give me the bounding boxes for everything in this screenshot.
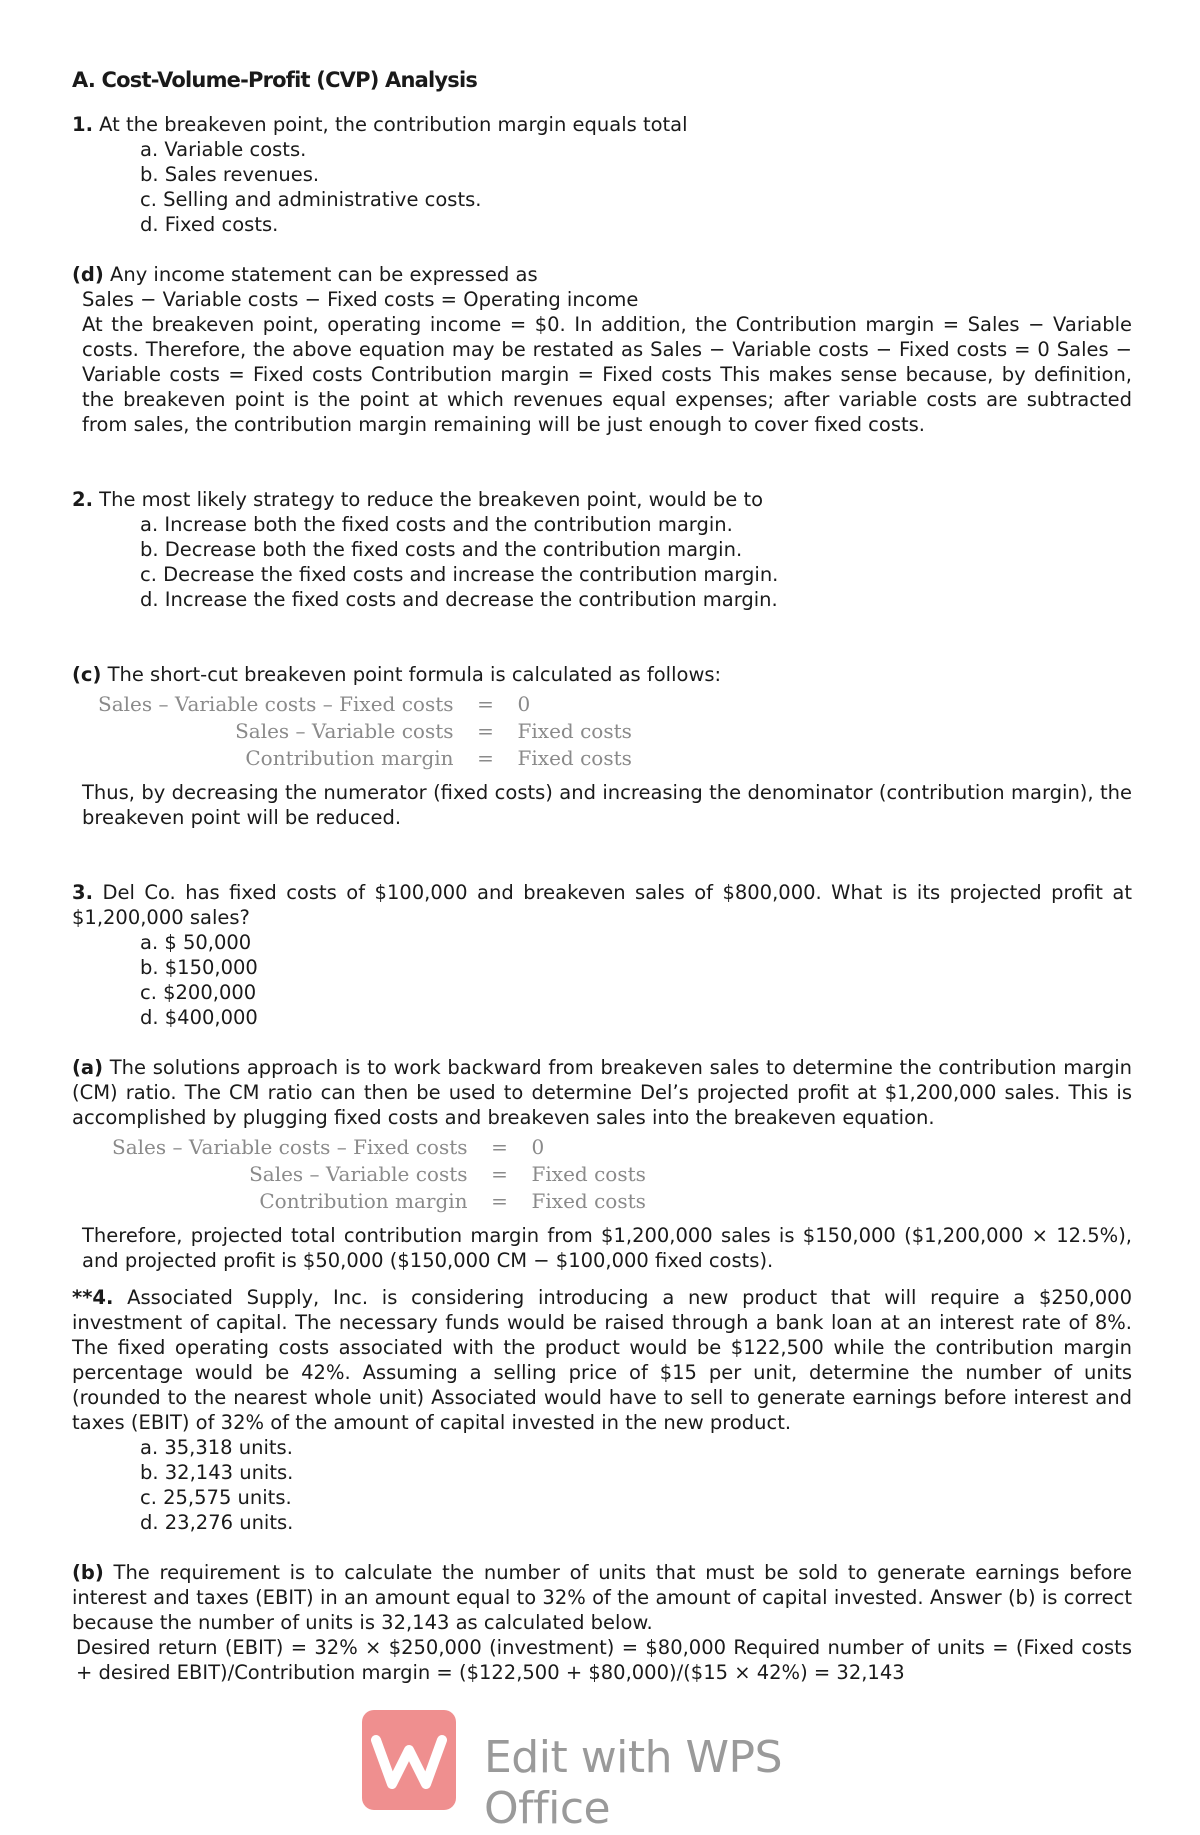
option: a. Increase both the fixed costs and the contribution margin. xyxy=(140,513,733,536)
answer-2 xyxy=(72,662,1132,687)
option: b. Sales revenues. xyxy=(140,163,320,186)
option: d. Fixed costs. xyxy=(140,213,279,236)
section-heading: A. Cost-Volume-Profit (CVP) Analysis xyxy=(72,68,478,92)
equation-line: Sales − Variable costs − Fixed costs = Operating income xyxy=(82,288,639,311)
breakeven-equation-image xyxy=(92,691,638,772)
answer-1 xyxy=(72,262,1132,287)
question-number: 2. xyxy=(72,488,93,511)
eq-left: Sales – Variable costs – Fixed costs xyxy=(98,692,454,716)
eq-sign: = xyxy=(477,719,494,743)
option: c. 25,575 units. xyxy=(140,1486,292,1509)
answer-text: The short-cut breakeven point formula is calculated as follows: xyxy=(101,663,722,686)
answer-letter: (b) xyxy=(72,1561,104,1584)
eq-left: Contribution margin xyxy=(245,746,454,770)
eq-right: Fixed costs xyxy=(517,746,632,770)
eq-left: Sales – Variable costs xyxy=(235,719,454,743)
eq-left: Contribution margin xyxy=(259,1189,468,1213)
eq-sign: = xyxy=(491,1189,508,1213)
explanation: Therefore, projected total contribution margin from $1,200,000 sales is $150,000 ($1,200,000 × 12.5%), and projected profit is $50,000 ($150,000 CM − $100,000 fixed costs). xyxy=(82,1224,1132,1272)
question-text: At the breakeven point, the contribution margin equals total xyxy=(92,113,688,136)
question-number: **4. xyxy=(72,1286,114,1309)
question-1 xyxy=(72,112,1132,137)
eq-sign: = xyxy=(491,1135,508,1159)
question-3 xyxy=(72,880,1132,930)
wps-watermark-text: Edit with WPS Office xyxy=(484,1732,782,1834)
eq-sign: = xyxy=(477,746,494,770)
answer-text: Any income statement can be expressed as xyxy=(103,263,538,286)
question-text: The most likely strategy to reduce the breakeven point, would be to xyxy=(92,488,764,511)
explanation: Thus, by decreasing the numerator (fixed costs) and increasing the denominator (contribution margin), the breakeven point will be reduced. xyxy=(82,781,1132,829)
answer-letter: (a) xyxy=(72,1056,103,1079)
answer-letter: (c) xyxy=(72,663,102,686)
eq-right: Fixed costs xyxy=(531,1162,646,1186)
eq-sign: = xyxy=(477,692,494,716)
option: d. Increase the fixed costs and decrease the contribution margin. xyxy=(140,588,778,611)
option: c. Selling and administrative costs. xyxy=(140,188,482,211)
option: a. $ 50,000 xyxy=(140,931,252,954)
option: b. 32,143 units. xyxy=(140,1461,294,1484)
answer-text: The requirement is to calculate the number of units that must be sold to generate earnings before interest and taxes (EBIT) in an amount equal to 32% of the amount of capital invested. Answer (b) is correct because the number of units is 32,143 as calculated below. xyxy=(72,1561,1132,1634)
answer-4 xyxy=(72,1560,1132,1635)
wps-watermark[interactable] xyxy=(362,1710,882,1834)
question-2 xyxy=(72,487,1132,512)
option: d. 23,276 units. xyxy=(140,1511,294,1534)
option: d. $400,000 xyxy=(140,1006,258,1029)
eq-left: Sales – Variable costs xyxy=(249,1162,468,1186)
eq-right: 0 xyxy=(517,692,531,716)
option: a. 35,318 units. xyxy=(140,1436,293,1459)
explanation: Desired return (EBIT) = 32% × $250,000 (investment) = $80,000 Required number of units = (Fixed costs + desired EBIT)/Contribution margin = ($122,500 + $80,000)/($15 × 42%) = 32,143 xyxy=(76,1636,1132,1684)
option: b. $150,000 xyxy=(140,956,258,979)
explanation: At the breakeven point, operating income = $0. In addition, the Contribution margin = Sales − Variable costs. Therefore, the above equation may be restated as Sales − Variable costs − Fixed costs = 0 Sales − Variable costs = Fixed costs Contribution margin = Fixed costs This makes sense because, by definition, the breakeven point is the point at which revenues equal expenses; after variable costs are subtracted from sales, the contribution margin remaining will be just enough to cover fixed costs. xyxy=(82,313,1132,436)
options-list xyxy=(140,512,1132,612)
option: c. $200,000 xyxy=(140,981,257,1004)
options-list xyxy=(140,930,1132,1030)
eq-right: Fixed costs xyxy=(517,719,632,743)
question-number: 3. xyxy=(72,881,93,904)
option: c. Decrease the fixed costs and increase the contribution margin. xyxy=(140,563,779,586)
breakeven-equation-image xyxy=(106,1134,652,1215)
question-number: 1. xyxy=(72,113,93,136)
eq-sign: = xyxy=(491,1162,508,1186)
question-4 xyxy=(72,1285,1132,1435)
options-list xyxy=(140,1435,1132,1535)
option: b. Decrease both the fixed costs and the contribution margin. xyxy=(140,538,743,561)
option: a. Variable costs. xyxy=(140,138,307,161)
answer-3 xyxy=(72,1055,1132,1130)
answer-text: The solutions approach is to work backward from breakeven sales to determine the contribution margin (CM) ratio. The CM ratio can then be used to determine Del’s projected profit at $1,200,000 sales. This is accomplished by plugging fixed costs and breakeven sales into the breakeven equation. xyxy=(72,1056,1132,1129)
document-page xyxy=(72,68,1132,1685)
answer-letter: (d) xyxy=(72,263,104,286)
question-text: Associated Supply, Inc. is considering introducing a new product that will require a $250,000 investment of capital. The necessary funds would be raised through a bank loan at an interest rate of 8%. The fixed operating costs associated with the product would be $122,500 while the contribution margin percentage would be 42%. Assuming a selling price of $15 per unit, determine the number of units (rounded to the nearest whole unit) Associated would have to sell to generate earnings before interest and taxes (EBIT) of 32% of the amount of capital invested in the new product. xyxy=(72,1286,1132,1434)
eq-left: Sales – Variable costs – Fixed costs xyxy=(112,1135,468,1159)
wps-logo-icon xyxy=(362,1710,456,1810)
question-text: Del Co. has fixed costs of $100,000 and breakeven sales of $800,000. What is its projected profit at $1,200,000 sales? xyxy=(72,881,1132,929)
eq-right: 0 xyxy=(531,1135,545,1159)
eq-right: Fixed costs xyxy=(531,1189,646,1213)
options-list xyxy=(140,137,1132,237)
